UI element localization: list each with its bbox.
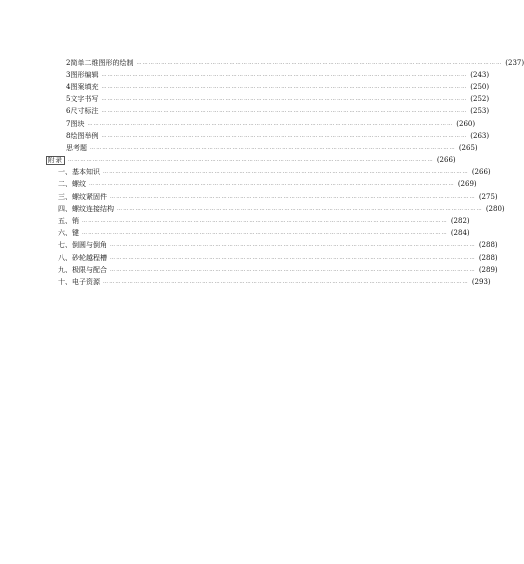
page-number: (269) <box>457 180 477 189</box>
entry-title: 十、电子资源 <box>58 277 100 286</box>
dot-leader: …………………………………………………………………………………………………………………………………………………………… <box>101 71 468 78</box>
entry-title: 五、销 <box>58 217 79 226</box>
toc-entry <box>0 240 498 252</box>
page-number: (289) <box>478 265 498 274</box>
page-number: (253) <box>470 107 490 116</box>
toc-entry <box>0 106 490 118</box>
toc-entry <box>0 264 498 276</box>
page-number: (243) <box>470 70 490 79</box>
section-number: 8 <box>66 131 71 140</box>
page-number: (288) <box>478 241 498 250</box>
entry-title: 图案填充 <box>70 82 99 91</box>
page-number: (252) <box>470 95 490 104</box>
section-number: 4 <box>66 82 71 91</box>
page-number: (280) <box>485 204 505 213</box>
section-number: 7 <box>66 119 71 128</box>
page-number: (284) <box>450 229 470 238</box>
dot-leader: …………………………………………………………………………………………………………………………………………………………… <box>103 278 469 285</box>
page-number: (237) <box>505 58 524 67</box>
entry-title: 六、键 <box>58 229 79 238</box>
toc-entry <box>0 167 491 179</box>
dot-leader: …………………………………………………………………………………………………………………………………………………………… <box>103 169 469 176</box>
dot-leader: …………………………………………………………………………………………………………………………………………………………… <box>110 266 476 273</box>
toc-entry <box>0 81 490 93</box>
toc-entry-review <box>0 142 478 154</box>
page-number: (260) <box>456 119 476 128</box>
section-number: 6 <box>66 107 71 116</box>
toc-entry <box>0 252 498 264</box>
entry-title: 文字书写 <box>70 95 99 104</box>
appendix-heading: 附录 <box>48 156 63 165</box>
dot-leader: …………………………………………………………………………………………………………………………………………………………… <box>110 254 476 261</box>
entry-title: 思考题 <box>66 143 87 152</box>
entry-title: 图块 <box>70 119 85 128</box>
entry-title: 图形编辑 <box>70 70 99 79</box>
toc-entry <box>0 118 476 130</box>
toc-entry <box>0 94 490 106</box>
page-number: (266) <box>471 168 491 177</box>
entry-title: 八、砂轮越程槽 <box>58 253 107 262</box>
dot-leader: …………………………………………………………………………………………………………………………………………………………… <box>101 96 468 103</box>
dot-leader: …………………………………………………………………………………………………………………………………………………………… <box>82 230 448 237</box>
toc-entry <box>0 228 470 240</box>
toc-entry-appendix <box>0 155 456 167</box>
entry-title: 一、基本知识 <box>58 168 100 177</box>
page-number: (263) <box>470 131 490 140</box>
toc-entry <box>0 69 490 81</box>
section-number: 3 <box>66 70 71 79</box>
page-number: (266) <box>436 156 456 165</box>
dot-leader: …………………………………………………………………………………………………………………………………………………………… <box>82 218 448 225</box>
section-number: 2 <box>66 58 71 67</box>
entry-title: 四、螺纹连接结构 <box>58 204 114 213</box>
page-number: (250) <box>470 82 490 91</box>
entry-title: 简单二维图形的绘制 <box>70 58 134 67</box>
section-number: 5 <box>66 95 71 104</box>
entry-title: 七、倒圆与倒角 <box>58 241 107 250</box>
dot-leader: …………………………………………………………………………………………………………………………………………………………… <box>101 83 468 90</box>
dot-leader: …………………………………………………………………………………………………………………………………………………………… <box>90 144 456 151</box>
toc-entry <box>0 130 490 142</box>
dot-leader: …………………………………………………………………………………………………………………………………………………………… <box>89 181 455 188</box>
dot-leader: …………………………………………………………………………………………………………………………………………………………… <box>136 59 503 66</box>
dot-leader: …………………………………………………………………………………………………………………………………………………………… <box>110 242 476 249</box>
toc-entry <box>0 276 491 288</box>
entry-title: 绘图举例 <box>70 131 99 140</box>
page-number: (275) <box>478 192 498 201</box>
page-number: (282) <box>450 217 470 226</box>
toc-entry <box>0 191 498 203</box>
dot-leader: …………………………………………………………………………………………………………………………………………………………… <box>101 108 468 115</box>
dot-leader: …………………………………………………………………………………………………………………………………………………………… <box>110 193 476 200</box>
dot-leader: …………………………………………………………………………………………………………………………………………………………… <box>117 205 483 212</box>
toc-entry <box>0 179 477 191</box>
page-number: (288) <box>478 253 498 262</box>
entry-title: 二、螺纹 <box>58 180 86 189</box>
toc-entry <box>0 203 505 215</box>
toc-entry <box>0 57 524 69</box>
entry-title: 三、螺纹紧固件 <box>58 192 107 201</box>
entry-title: 九、极限与配合 <box>58 265 107 274</box>
table-of-contents <box>0 57 524 289</box>
page-number: (265) <box>458 143 478 152</box>
toc-entry <box>0 215 470 227</box>
page-number: (293) <box>471 277 491 286</box>
entry-title: 尺寸标注 <box>70 107 99 116</box>
dot-leader: …………………………………………………………………………………………………………………………………………………………… <box>68 157 434 164</box>
dot-leader: …………………………………………………………………………………………………………………………………………………………… <box>101 132 468 139</box>
dot-leader: …………………………………………………………………………………………………………………………………………………………… <box>87 120 454 127</box>
